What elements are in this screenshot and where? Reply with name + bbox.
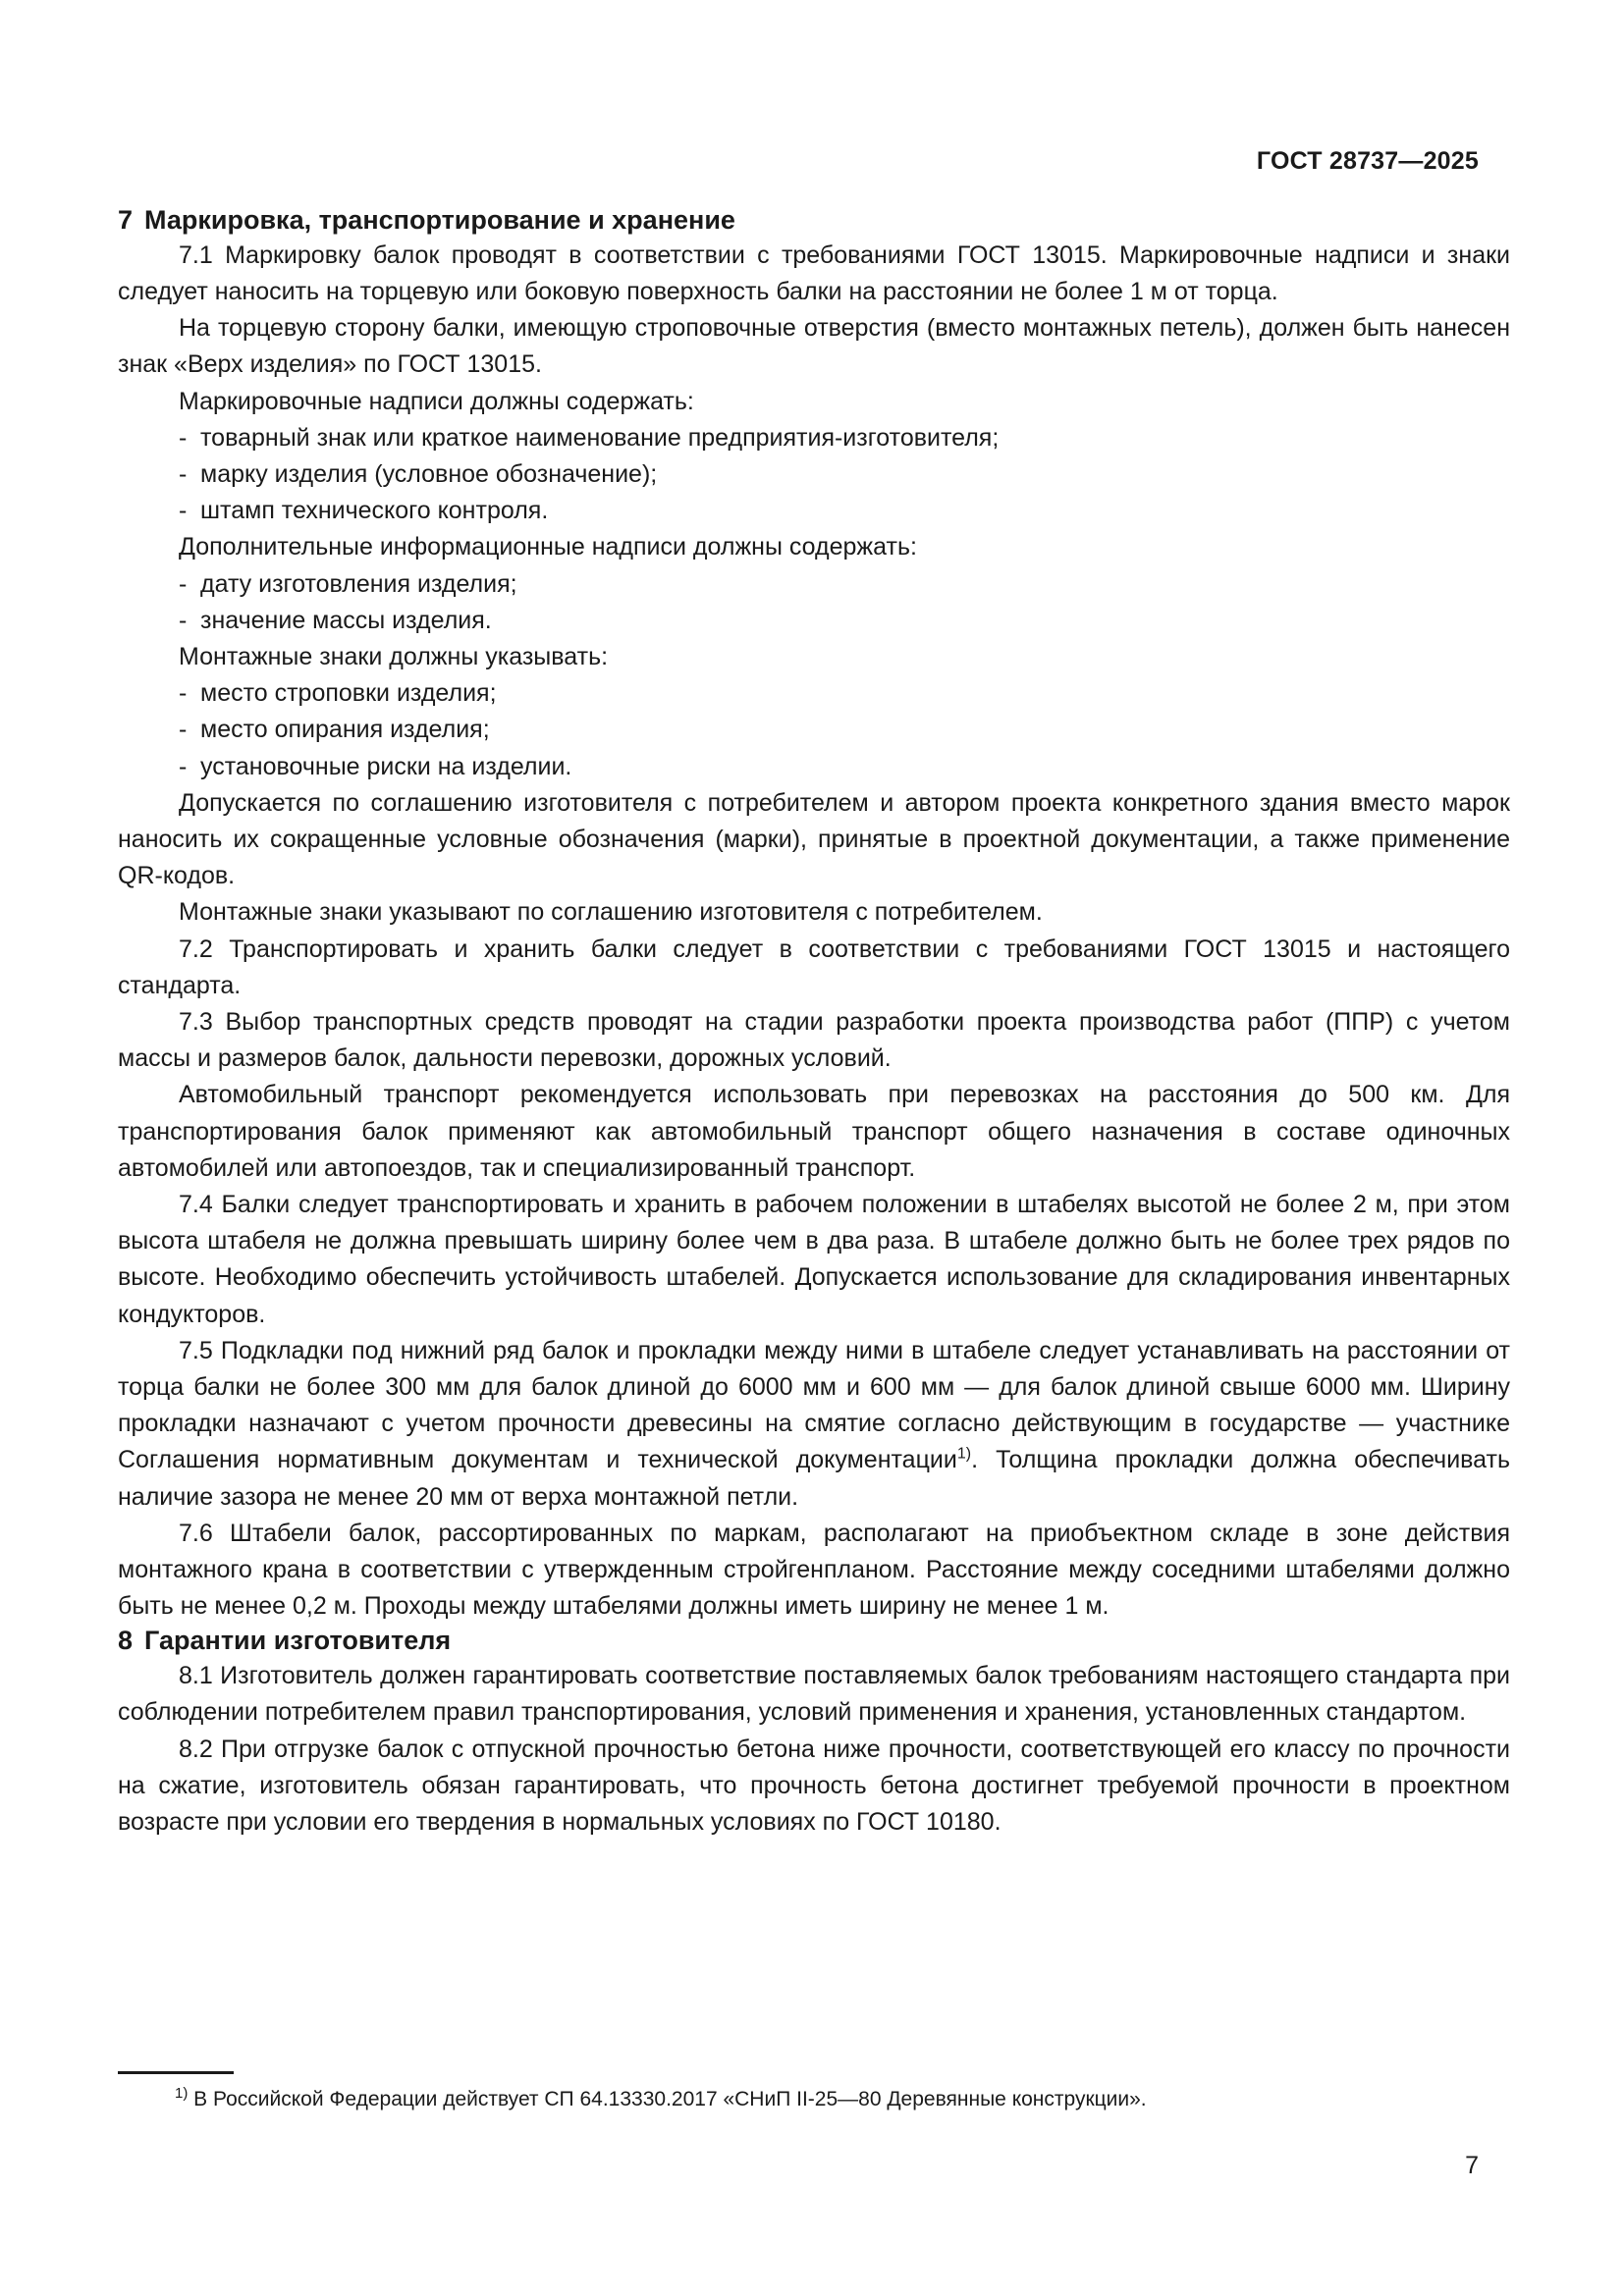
list-item-label: дату изготовления изделия;	[200, 569, 517, 598]
footnote-area	[118, 2071, 1510, 2114]
footnote-number: 1)	[175, 2085, 189, 2102]
section-heading-7	[118, 204, 1510, 238]
paragraph-8-2: 8.2 При отгрузке балок с отпускной прочностью бетона ниже прочности, соответствующей его классу по прочности на сжатие, изготовитель обязан гарантировать, что прочность бетона достигнет требуемой прочности в проектном возрасте при условии его твердения в нормальных условиях по ГОСТ 10180.	[118, 1735, 1510, 1837]
paragraph-7-3: 7.3 Выбор транспортных средств проводят на стадии разработки проекта производства работ (ППР) с учетом массы и размеров балок, дальности перевозки, дорожных условий.	[118, 1008, 1510, 1073]
paragraph-qr-codes: Допускается по соглашению изготовителя с потребителем и автором проекта конкретного здания вместо марок наносить их сокращенные условные обозначения (марки), принятые в проектной документации, а также применение QR-кодов.	[118, 788, 1510, 890]
list-item-label: товарный знак или краткое наименование предприятия-изготовителя;	[200, 423, 1000, 452]
section-title-8: Гарантии изготовителя	[144, 1626, 452, 1656]
list-item	[118, 566, 1510, 603]
page-content	[118, 204, 1510, 1841]
dash-marker: -	[179, 606, 188, 634]
paragraph-7-6: 7.6 Штабели балок, рассортированных по маркам, располагают на приобъектном складе в зоне действия монтажного крана в соответствии с утвержденным стройгенпланом. Расстояние между соседними штабелями должно быть не менее 0,2 м. Проходы между штабелями должны иметь ширину не менее 1 м.	[118, 1519, 1510, 1621]
paragraph-7-5-text-before-footnote: 7.5 Подкладки под нижний ряд балок и прокладки между ними в штабеле следует устанавливать на расстоянии от торца балки не более 300 мм для балок длиной до 6000 мм и 600 мм — для балок длиной свыше 6000 мм. Ширину прокладки назначают с учетом прочности древесины на смятие согласно действующим в государстве — участнике Соглашения нормативным документам и технической документации	[118, 1336, 1510, 1474]
lead-marking-contents: Маркировочные надписи должны содержать:	[179, 387, 694, 415]
list-item-label: значение массы изделия.	[200, 606, 492, 634]
dash-marker: -	[179, 679, 188, 708]
running-header-standard-id: ГОСТ 28737—2025	[1256, 147, 1479, 175]
list-item-label: установочные риски на изделии.	[200, 752, 572, 780]
paragraph-8-1: 8.1 Изготовитель должен гарантировать соответствие поставляемых балок требованиям настоящего стандарта при соблюдении потребителем правил транспортирования, условий применения и хранения, установленных стандартом.	[118, 1662, 1510, 1727]
list-item	[118, 603, 1510, 639]
lead-mounting-signs: Монтажные знаки должны указывать:	[179, 642, 609, 670]
list-item	[118, 712, 1510, 748]
paragraph-7-2: 7.2 Транспортировать и хранить балки следует в соответствии с требованиями ГОСТ 13015 и настоящего стандарта.	[118, 934, 1510, 999]
footnote-separator-rule	[118, 2071, 234, 2074]
list-item-label: марку изделия (условное обозначение);	[200, 459, 658, 488]
dash-marker: -	[179, 716, 188, 744]
paragraph-automobile-transport: Автомобильный транспорт рекомендуется использовать при перевозках на расстояния до 500 км. Для транспортирования балок применяют как автомобильный транспорт общего назначения в составе одиночных автомобилей или автопоездов, так и специализированный транспорт.	[118, 1081, 1510, 1182]
paragraph-7-5	[118, 1333, 1510, 1516]
dash-marker: -	[179, 459, 188, 488]
dash-marker: -	[179, 497, 188, 525]
section-title-7: Маркировка, транспортирование и хранение	[144, 205, 735, 235]
list-item-label: штамп технического контроля.	[200, 497, 549, 525]
paragraph-verh-izdeliya: На торцевую сторону балки, имеющую строповочные отверстия (вместо монтажных петель), должен быть нанесен знак «Верх изделия» по ГОСТ 13015.	[118, 314, 1510, 379]
lead-additional-contents: Дополнительные информационные надписи должны содержать:	[179, 533, 917, 561]
footnote-body-text: В Российской Федерации действует СП 64.13330.2017 «СНиП II-25—80 Деревянные конструкции».	[188, 2088, 1147, 2110]
footnote-1	[118, 2085, 1510, 2114]
paragraph-7-4: 7.4 Балки следует транспортировать и хранить в рабочем положении в штабелях высотой не более 2 м, при этом высота штабеля не должна превышать ширину более чем в два раза. В штабеле должно быть не более трех рядов по высоте. Необходимо обеспечить устойчивость штабелей. Допускается использование для складирования инвентарных кондукторов.	[118, 1191, 1510, 1328]
list-item	[118, 749, 1510, 785]
dash-marker: -	[179, 752, 188, 780]
page-number: 7	[1465, 2152, 1479, 2179]
list-item	[118, 493, 1510, 529]
list-item	[118, 675, 1510, 712]
dash-marker: -	[179, 569, 188, 598]
paragraph-mounting-agreement: Монтажные знаки указывают по соглашению изготовителя с потребителем.	[179, 898, 1043, 927]
list-item-label: место опирания изделия;	[200, 716, 490, 744]
section-heading-8	[118, 1625, 1510, 1658]
list-item-label: место строповки изделия;	[200, 679, 497, 708]
list-item	[118, 420, 1510, 456]
list-item	[118, 456, 1510, 493]
section-number-7: 7	[118, 205, 134, 235]
paragraph-7-5-text-after-footnote: . Толщина прокладки должна обеспечивать наличие зазора не менее 20 мм от верха монтажной петли.	[118, 1446, 1510, 1511]
paragraph-7-1: 7.1 Маркировку балок проводят в соответствии с требованиями ГОСТ 13015. Маркировочные надписи и знаки следует наносить на торцевую или боковую поверхность балки на расстоянии не более 1 м от торца.	[118, 240, 1510, 305]
footnote-reference-marker: 1)	[956, 1446, 972, 1464]
section-number-8: 8	[118, 1626, 134, 1656]
dash-marker: -	[179, 423, 188, 452]
